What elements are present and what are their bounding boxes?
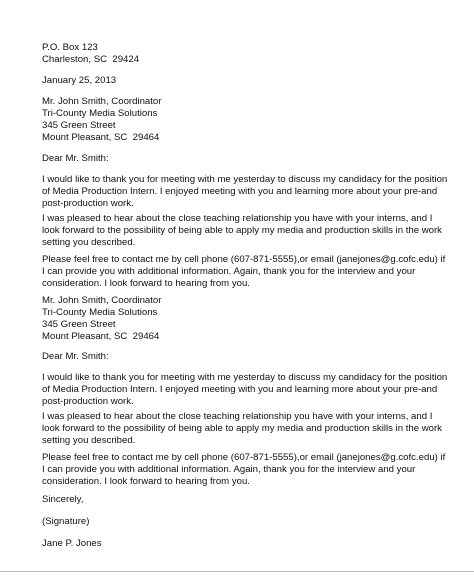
- body-line: I can provide you with additional information. Again, thank you for the interview and your: [42, 266, 416, 277]
- closing: Sincerely,: [42, 494, 84, 505]
- recipient-line: 345 Green Street: [42, 319, 116, 330]
- recipient-line: Mount Pleasant, SC 29464: [42, 132, 160, 143]
- body-line: look forward to the possibility of being able to apply my media and production skills in the work: [42, 225, 442, 236]
- recipient-line: Mr. John Smith, Coordinator: [42, 96, 162, 107]
- body-line: post-production work.: [42, 198, 134, 209]
- body-line: Please feel free to contact me by cell phone (607-871-5555),or email (janejones@g.cofc.edu) if: [42, 452, 446, 463]
- body-line: I would like to thank you for meeting with me yesterday to discuss my candidacy for the position: [42, 174, 448, 185]
- salutation: Dear Mr. Smith:: [42, 153, 109, 164]
- sender-address-line: Charleston, SC 29424: [42, 54, 140, 65]
- body-line: setting you described.: [42, 237, 136, 248]
- body-line: I was pleased to hear about the close teaching relationship you have with your interns, and I: [42, 411, 433, 422]
- signer-name: Jane P. Jones: [42, 538, 102, 549]
- salutation: Dear Mr. Smith:: [42, 351, 109, 362]
- body-line: I can provide you with additional information. Again, thank you for the interview and your: [42, 464, 416, 475]
- body-line: of Media Production Intern. I enjoyed meeting with you and learning more about your pre-and: [42, 186, 438, 197]
- recipient-line: Mount Pleasant, SC 29464: [42, 331, 160, 342]
- body-line: I would like to thank you for meeting with me yesterday to discuss my candidacy for the position: [42, 372, 448, 383]
- body-line: setting you described.: [42, 435, 136, 446]
- body-line: I was pleased to hear about the close teaching relationship you have with your interns, and I: [42, 213, 433, 224]
- body-line: consideration. I look forward to hearing from you.: [42, 278, 250, 289]
- body-line: Please feel free to contact me by cell phone (607-871-5555),or email (janejones@g.cofc.edu) if: [42, 254, 446, 265]
- body-line: of Media Production Intern. I enjoyed meeting with you and learning more about your pre-and: [42, 384, 438, 395]
- signature-placeholder: (Signature): [42, 516, 90, 527]
- recipient-line: Tri-County Media Solutions: [42, 108, 158, 119]
- letter-date: January 25, 2013: [42, 75, 117, 86]
- body-line: consideration. I look forward to hearing from you.: [42, 476, 250, 487]
- body-line: post-production work.: [42, 396, 134, 407]
- recipient-line: 345 Green Street: [42, 120, 116, 131]
- sender-address-line: P.O. Box 123: [42, 42, 98, 53]
- recipient-line: Tri-County Media Solutions: [42, 307, 158, 318]
- page-bottom-edge: [0, 571, 474, 572]
- recipient-line: Mr. John Smith, Coordinator: [42, 295, 162, 306]
- body-line: look forward to the possibility of being able to apply my media and production skills in the work: [42, 423, 442, 434]
